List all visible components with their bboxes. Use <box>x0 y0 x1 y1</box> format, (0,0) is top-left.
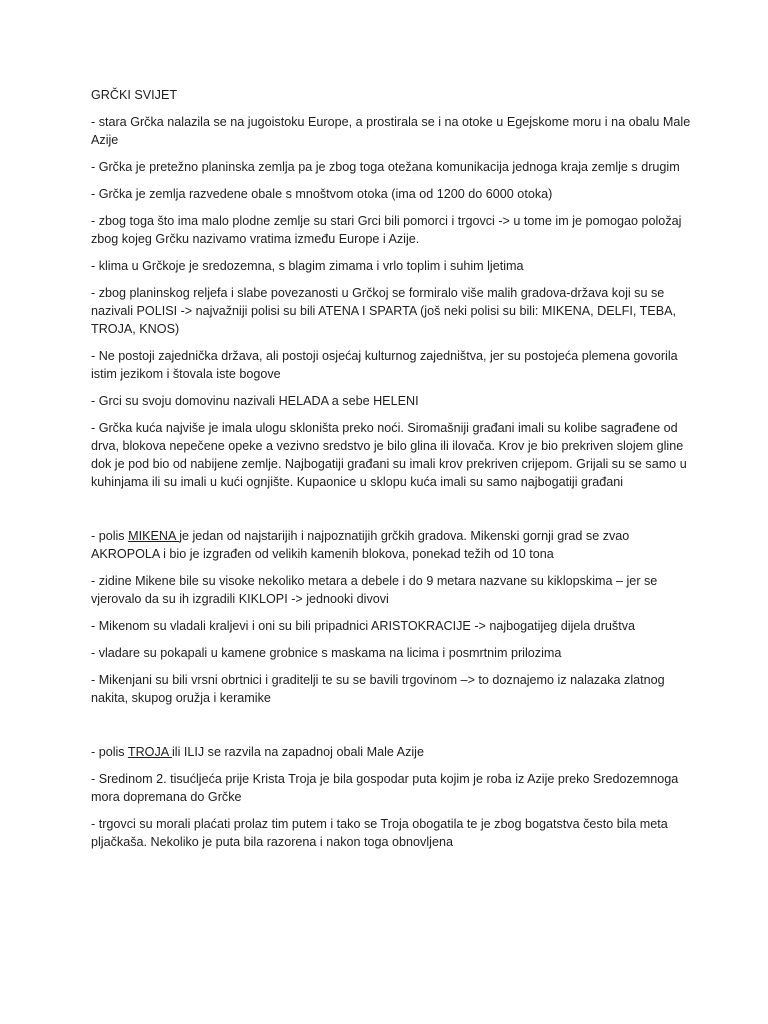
mikena-lead-paragraph <box>91 527 691 563</box>
section-spacer <box>91 500 691 527</box>
lead-suffix: je jedan od najstarijih i najpoznatijih grčkih gradova. Mikenski gornji grad se zvao AKROPOLA i bio je izgrađen od velikih kamenih blokova, ponekad težih od 10 tona <box>91 529 630 561</box>
lead-prefix: - polis <box>91 529 129 543</box>
lead-suffix: ili ILIJ se razvila na zapadnoj obali Male Azije <box>171 745 424 759</box>
paragraph: - zidine Mikene bile su visoke nekoliko metara a debele i do 9 metara nazvane su kiklopskima – jer se vjerovalo da su ih izgradili KIKLOPI -> jednooki divovi <box>91 574 658 606</box>
paragraph: - Grčka je pretežno planinska zemlja pa je zbog toga otežana komunikacija jednoga kraja zemlje s drugim <box>91 160 680 174</box>
paragraph: - Grčka je zemlja razvedene obale s mnoštvom otoka (ima od 1200 do 6000 otoka) <box>91 187 553 201</box>
lead-prefix: - polis <box>91 745 128 759</box>
paragraph: - zbog toga što ima malo plodne zemlje su stari Grci bili pomorci i trgovci -> u tome im je pomogao položaj zbog kojeg Grčku nazivamo vratima između Europe i Azije. <box>91 214 682 246</box>
document-page <box>91 86 691 860</box>
paragraph: - zbog planinskog reljefa i slabe povezanosti u Grčkoj se formiralo više malih gradova-država koji su se nazivali POLISI -> najvažniji polisi su bili ATENA I SPARTA (još neki polisi su bili: MIKENA, DELFI, TEBA, TROJA, KNOS) <box>91 286 677 336</box>
paragraph: - Grčka kuća najviše je imala ulogu skloništa preko noći. Siromašniji građani imali su kolibe sagrađene od drva, blokova nepečene opeke a vezivno sredstvo je bilo glina ili ilovača. Krov je bio prekriven slojem gline dok je pod bio od nabijene zemlje. Najbogatiji građani su imali krov prekriven crijepom. Grijali su se samo u kuhinjama ili su imali u kući ognjište. Kupaonice u sklopu kuća imali su samo najbogatiji građani <box>91 421 687 489</box>
paragraph: - Ne postoji zajednička država, ali postoji osjećaj kulturnog zajedništva, jer su postojeća plemena govorila istim jezikom i štovala iste bogove <box>91 349 678 381</box>
section-spacer <box>91 716 691 743</box>
section-greece-overview <box>91 113 691 491</box>
troja-lead-paragraph <box>91 743 691 761</box>
troja-underlined: TROJA <box>127 745 172 759</box>
paragraph: - vladare su pokapali u kamene grobnice s maskama na licima i posmrtnim prilozima <box>91 646 562 660</box>
paragraph: - Mikenom su vladali kraljevi i oni su bili pripadnici ARISTOKRACIJE -> najbogatijeg dijela društva <box>91 619 635 633</box>
section-mikena <box>91 527 691 707</box>
paragraph: - klima u Grčkoje je sredozemna, s blagim zimama i vrlo toplim i suhim ljetima <box>91 259 524 273</box>
paragraph: - Grci su svoju domovinu nazivali HELADA a sebe HELENI <box>91 394 419 408</box>
mikena-underlined: MIKENA <box>128 529 180 543</box>
paragraph: - Mikenjani su bili vrsni obrtnici i graditelji te su se bavili trgovinom –> to doznajemo iz nalazaka zlatnog nakita, skupog oružja i keramike <box>91 673 665 705</box>
section-troja <box>91 743 691 851</box>
paragraph: - stara Grčka nalazila se na jugoistoku Europe, a prostirala se i na otoke u Egejskome moru i na obalu Male Azije <box>91 115 691 147</box>
paragraph: - trgovci su morali plaćati prolaz tim putem i tako se Troja obogatila te je zbog bogatstva često bila meta pljačkaša. Nekoliko je puta bila razorena i nakon toga obnovljena <box>91 817 668 849</box>
paragraph: - Sredinom 2. tisućljeća prije Krista Troja je bila gospodar puta kojim je roba iz Azije preko Sredozemnoga mora dopremana do Grčke <box>91 772 679 804</box>
document-title: GRČKI SVIJET <box>91 88 178 102</box>
